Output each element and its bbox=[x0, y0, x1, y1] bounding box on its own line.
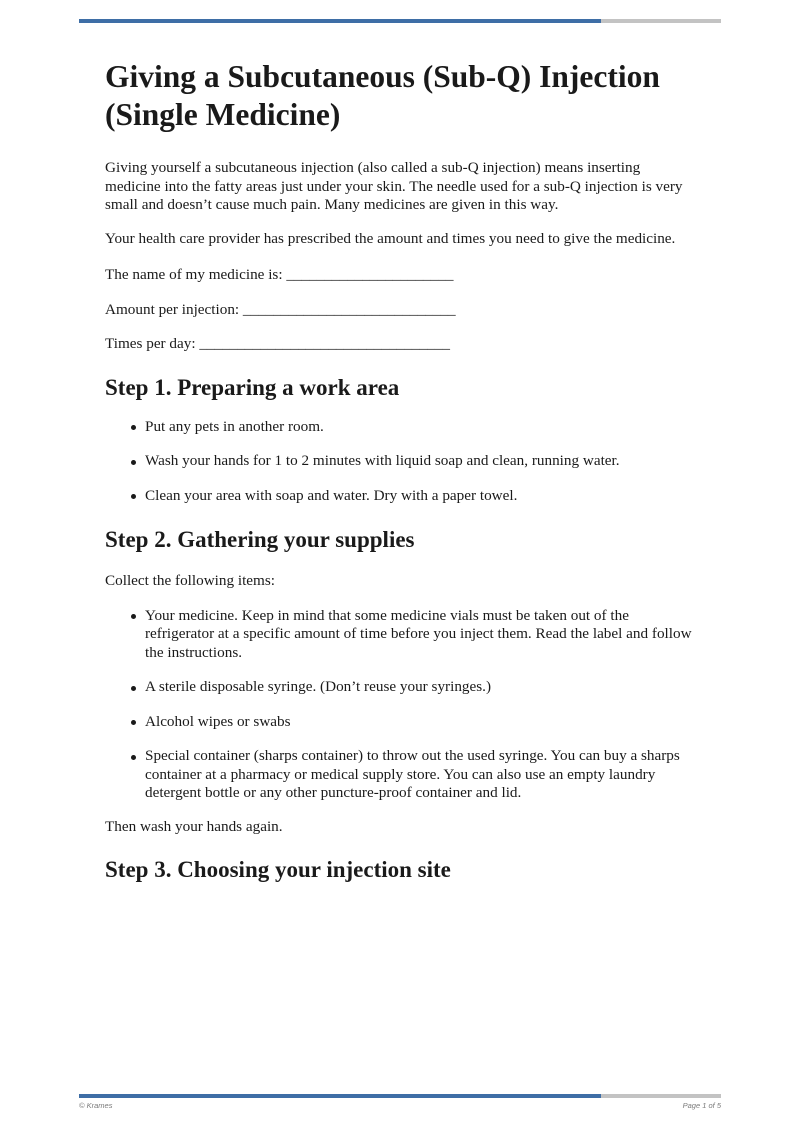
step2-heading: Step 2. Gathering your supplies bbox=[105, 527, 415, 552]
step2-closing: Then wash your hands again. bbox=[105, 817, 283, 835]
top-divider-gray bbox=[601, 19, 721, 23]
step2-list bbox=[105, 607, 695, 803]
step1-list bbox=[105, 418, 695, 506]
top-divider bbox=[79, 19, 721, 23]
list-item: Alcohol wipes or swabs bbox=[105, 713, 695, 732]
list-item: Special container (sharps container) to throw out the used syringe. You can buy a sharps container at a pharmacy or medical supply store. You can also use an empty laundry detergent bottle or any other puncture-proof container and lid. bbox=[105, 747, 695, 803]
document-body bbox=[105, 58, 695, 884]
bottom-divider-gray bbox=[601, 1094, 721, 1098]
bottom-divider bbox=[79, 1094, 721, 1098]
page-title: Giving a Subcutaneous (Sub-Q) Injection (Single Medicine) bbox=[105, 59, 660, 132]
times-per-day-field: Times per day: _________________________________ bbox=[105, 335, 450, 352]
step1-heading: Step 1. Preparing a work area bbox=[105, 374, 400, 400]
step2-lead: Collect the following items: bbox=[105, 572, 275, 589]
amount-per-injection-field: Amount per injection: ____________________________ bbox=[105, 300, 456, 318]
list-item: Put any pets in another room. bbox=[105, 418, 695, 437]
list-item: Clean your area with soap and water. Dry with a paper towel. bbox=[105, 487, 695, 506]
footer-page-number: Page 1 of 5 bbox=[682, 1101, 721, 1110]
list-item: Wash your hands for 1 to 2 minutes with liquid soap and clean, running water. bbox=[105, 452, 695, 471]
bottom-divider-blue bbox=[79, 1094, 601, 1098]
step3-heading: Step 3. Choosing your injection site bbox=[105, 857, 451, 882]
medicine-name-field: The name of my medicine is: ______________________ bbox=[105, 266, 454, 283]
prescribed-paragraph: Your health care provider has prescribed the amount and times you need to give the medicine. bbox=[105, 229, 676, 247]
list-item: A sterile disposable syringe. (Don’t reuse your syringes.) bbox=[105, 678, 695, 697]
list-item: Your medicine. Keep in mind that some medicine vials must be taken out of the refrigerator at a specific amount of time before you inject them. Read the label and follow the instructions. bbox=[105, 607, 695, 663]
top-divider-blue bbox=[79, 19, 601, 23]
intro-paragraph: Giving yourself a subcutaneous injection (also called a sub-Q injection) means inserting medicine into the fatty areas just under your skin. The needle used for a sub-Q injection is very small and doesn’t cause much pain. Many medicines are given in this way. bbox=[105, 159, 683, 213]
footer-copyright: © Krames bbox=[79, 1101, 113, 1110]
